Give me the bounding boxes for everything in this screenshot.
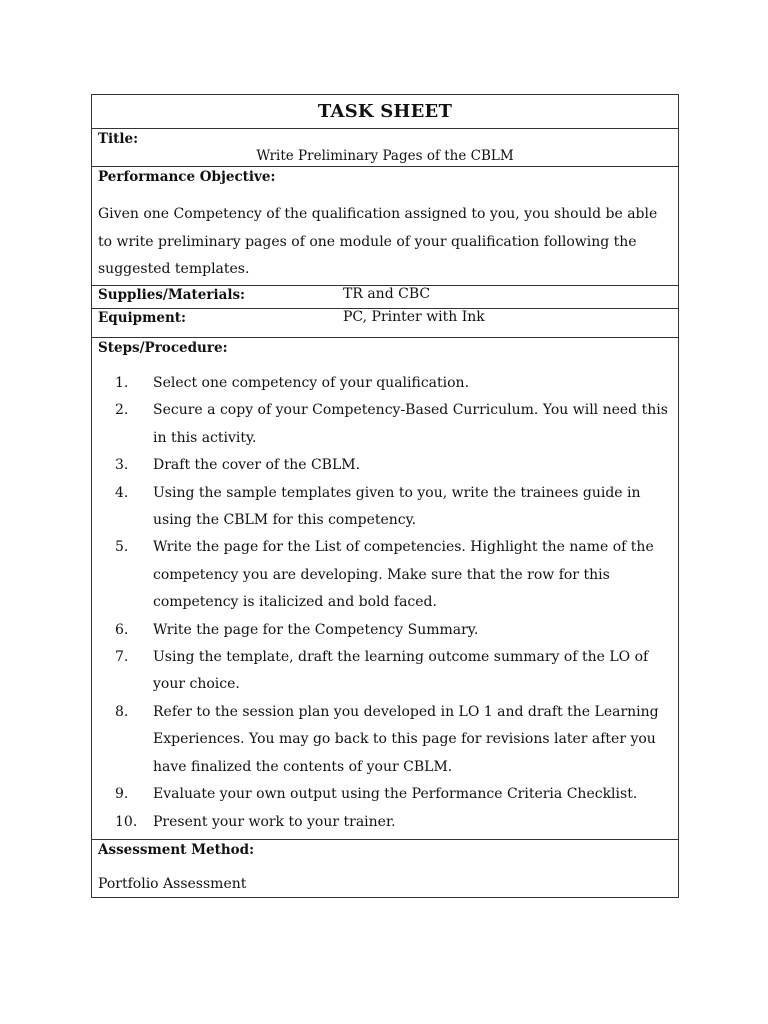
step-number bbox=[98, 480, 153, 535]
step-number bbox=[98, 370, 153, 397]
step-item bbox=[98, 397, 672, 452]
performance-objective-row bbox=[91, 167, 679, 286]
supplies-value: TR and CBC bbox=[343, 286, 431, 302]
step-text: Using the template, draft the learning outcome summary of the LO of your choice. bbox=[153, 649, 649, 693]
title-row bbox=[91, 129, 679, 167]
step-item bbox=[98, 699, 672, 781]
step-item bbox=[98, 644, 672, 699]
step-number bbox=[98, 644, 153, 699]
supplies-label: Supplies/Materials: bbox=[98, 287, 246, 303]
step-number bbox=[98, 781, 153, 808]
step-number-text: 4. bbox=[115, 484, 129, 501]
step-number-text: 8. bbox=[115, 703, 129, 720]
step-number-text: 1. bbox=[115, 375, 129, 391]
step-text: Select one competency of your qualification. bbox=[153, 375, 470, 391]
performance-objective-label: Performance Objective: bbox=[98, 169, 276, 185]
step-item bbox=[98, 534, 672, 616]
performance-objective-text: Given one Competency of the qualification assigned to you, you should be able to write preliminary pages of one module of your qualification following the suggested templates. bbox=[98, 206, 658, 277]
equipment-label: Equipment: bbox=[98, 310, 187, 326]
step-item bbox=[98, 452, 672, 479]
page-title: TASK SHEET bbox=[317, 101, 453, 122]
step-text: Write the page for the Competency Summary. bbox=[153, 621, 479, 638]
steps-row bbox=[91, 338, 679, 840]
step-text: Using the sample templates given to you, write the trainees guide in using the CBLM for this competency. bbox=[153, 484, 641, 529]
steps-list bbox=[98, 370, 672, 836]
step-number bbox=[98, 809, 153, 836]
step-text: Refer to the session plan you developed in LO 1 and draft the Learning Experiences. You may go back to this page for revisions later after you have finalized the contents of your CBLM. bbox=[153, 703, 659, 775]
step-number bbox=[98, 617, 153, 644]
assessment-value: Portfolio Assessment bbox=[98, 876, 247, 892]
step-item bbox=[98, 781, 672, 808]
assessment-label: Assessment Method: bbox=[98, 842, 255, 858]
step-number-text: 7. bbox=[115, 649, 129, 666]
step-number-text: 6. bbox=[115, 621, 129, 638]
step-number-text: 5. bbox=[115, 539, 129, 556]
assessment-row bbox=[91, 840, 679, 898]
step-number-text: 2. bbox=[115, 402, 129, 419]
step-item bbox=[98, 617, 672, 644]
steps-label: Steps/Procedure: bbox=[98, 340, 228, 356]
step-text: Present your work to your trainer. bbox=[153, 813, 396, 830]
step-item bbox=[98, 480, 672, 535]
task-sheet-table bbox=[91, 94, 679, 898]
equipment-value: PC, Printer with Ink bbox=[343, 309, 485, 325]
supplies-row bbox=[91, 286, 679, 309]
step-number-text: 9. bbox=[115, 786, 129, 803]
step-number bbox=[98, 699, 153, 781]
step-text: Write the page for the List of competencies. Highlight the name of the competency you are developing. Make sure that the row for this competency is italicized and bold faced. bbox=[153, 539, 654, 611]
title-label: Title: bbox=[98, 131, 139, 147]
equipment-row bbox=[91, 309, 679, 338]
step-number-text: 10. bbox=[115, 813, 138, 830]
step-number-text: 3. bbox=[115, 457, 129, 474]
step-text: Evaluate your own output using the Performance Criteria Checklist. bbox=[153, 786, 638, 803]
step-text: Draft the cover of the CBLM. bbox=[153, 457, 361, 474]
step-item bbox=[98, 809, 672, 836]
step-item bbox=[98, 370, 672, 397]
step-number bbox=[98, 397, 153, 452]
step-number bbox=[98, 534, 153, 616]
heading-row bbox=[91, 94, 679, 129]
step-number bbox=[98, 452, 153, 479]
step-text: Secure a copy of your Competency-Based Curriculum. You will need this in this activity. bbox=[153, 402, 668, 446]
title-value: Write Preliminary Pages of the CBLM bbox=[256, 148, 514, 164]
